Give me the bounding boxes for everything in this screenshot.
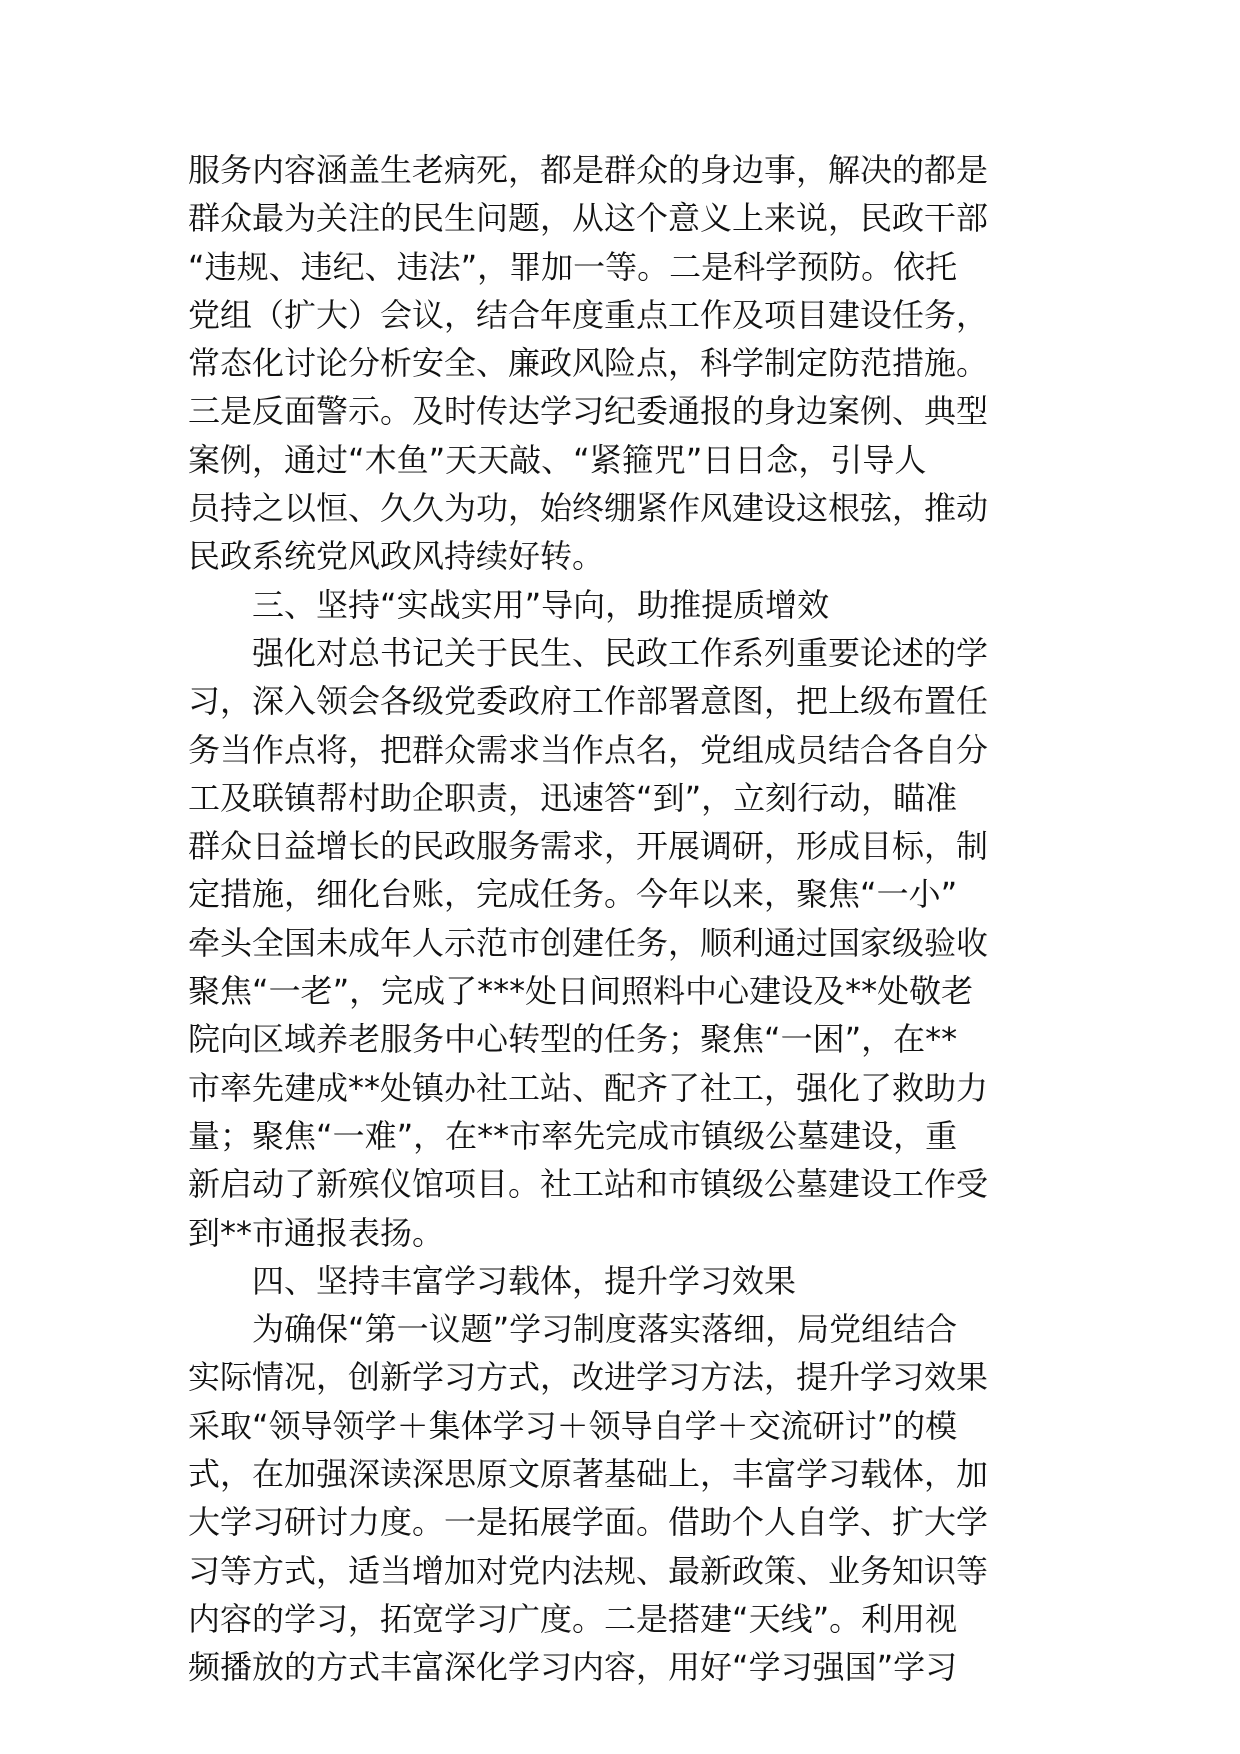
text-line: 定措施，细化台账，完成任务。今年以来，聚焦“一小”	[188, 875, 958, 914]
text-line: 聚焦“一老”，完成了***处日间照料中心建设及**处敬老	[188, 972, 974, 1011]
text-line: 三是反面警示。及时传达学习纪委通报的身边案例、典型	[188, 392, 989, 431]
document-body	[188, 146, 1058, 1692]
text-line: 工及联镇帮村助企职责，迅速答“到”，立刻行动，瞄准	[188, 778, 958, 817]
text-line: 频播放的方式丰富深化学习内容，用好“学习强国”学习	[188, 1648, 958, 1687]
text-line: 群众日益增长的民政服务需求，开展调研，形成目标，制	[188, 827, 989, 866]
text-line: 内容的学习，拓宽学习广度。二是搭建“天线”。利用视	[188, 1599, 958, 1638]
text-line: 务当作点将，把群众需求当作点名，党组成员结合各自分	[188, 730, 989, 769]
paragraph-first-line: 为确保“第一议题”学习制度落实落细，局党组结合	[252, 1310, 958, 1349]
text-line: “违规、违纪、违法”，罪加一等。二是科学预防。依托	[188, 247, 958, 286]
text-line: 民政系统党风政风持续好转。	[188, 537, 605, 576]
section-heading: 三、坚持“实战实用”导向，助推提质增效	[252, 585, 830, 624]
text-line: 到**市通报表扬。	[188, 1213, 445, 1252]
text-line: 院向区域养老服务中心转型的任务；聚焦“一困”，在**	[188, 1020, 958, 1059]
paragraph-first-line: 强化对总书记关于民生、民政工作系列重要论述的学	[252, 633, 989, 672]
text-line: 采取“领导领学＋集体学习＋领导自学＋交流研讨”的模	[188, 1406, 958, 1445]
text-line: 习，深入领会各级党委政府工作部署意图，把上级布置任	[188, 682, 989, 721]
text-line: 式，在加强深读深思原文原著基础上，丰富学习载体，加	[188, 1455, 989, 1494]
text-line: 员持之以恒、久久为功，始终绷紧作风建设这根弦，推动	[188, 489, 989, 528]
text-line: 党组（扩大）会议，结合年度重点工作及项目建设任务，	[188, 295, 989, 334]
text-line: 群众最为关注的民生问题，从这个意义上来说，民政干部	[188, 199, 989, 238]
text-line: 大学习研讨力度。一是拓展学面。借助个人自学、扩大学	[188, 1503, 989, 1542]
text-line: 实际情况，创新学习方式，改进学习方法，提升学习效果	[188, 1358, 989, 1397]
text-line: 服务内容涵盖生老病死，都是群众的身边事，解决的都是	[188, 151, 989, 189]
text-line: 牵头全国未成年人示范市创建任务，顺利通过国家级验收	[188, 923, 989, 962]
text-line: 常态化讨论分析安全、廉政风险点，科学制定防范措施。	[188, 344, 989, 383]
text-line: 新启动了新殡仪馆项目。社工站和市镇级公墓建设工作受	[188, 1165, 989, 1204]
section-heading: 四、坚持丰富学习载体，提升学习效果	[252, 1261, 797, 1300]
text-line: 案例，通过“木鱼”天天敲、“紧箍咒”日日念，引导人	[188, 440, 927, 479]
text-line: 市率先建成**处镇办社工站、配齐了社工，强化了救助力	[188, 1068, 989, 1107]
text-line: 量；聚焦“一难”，在**市率先完成市镇级公墓建设，重	[188, 1116, 958, 1155]
text-line: 习等方式，适当增加对党内法规、最新政策、业务知识等	[188, 1551, 989, 1590]
